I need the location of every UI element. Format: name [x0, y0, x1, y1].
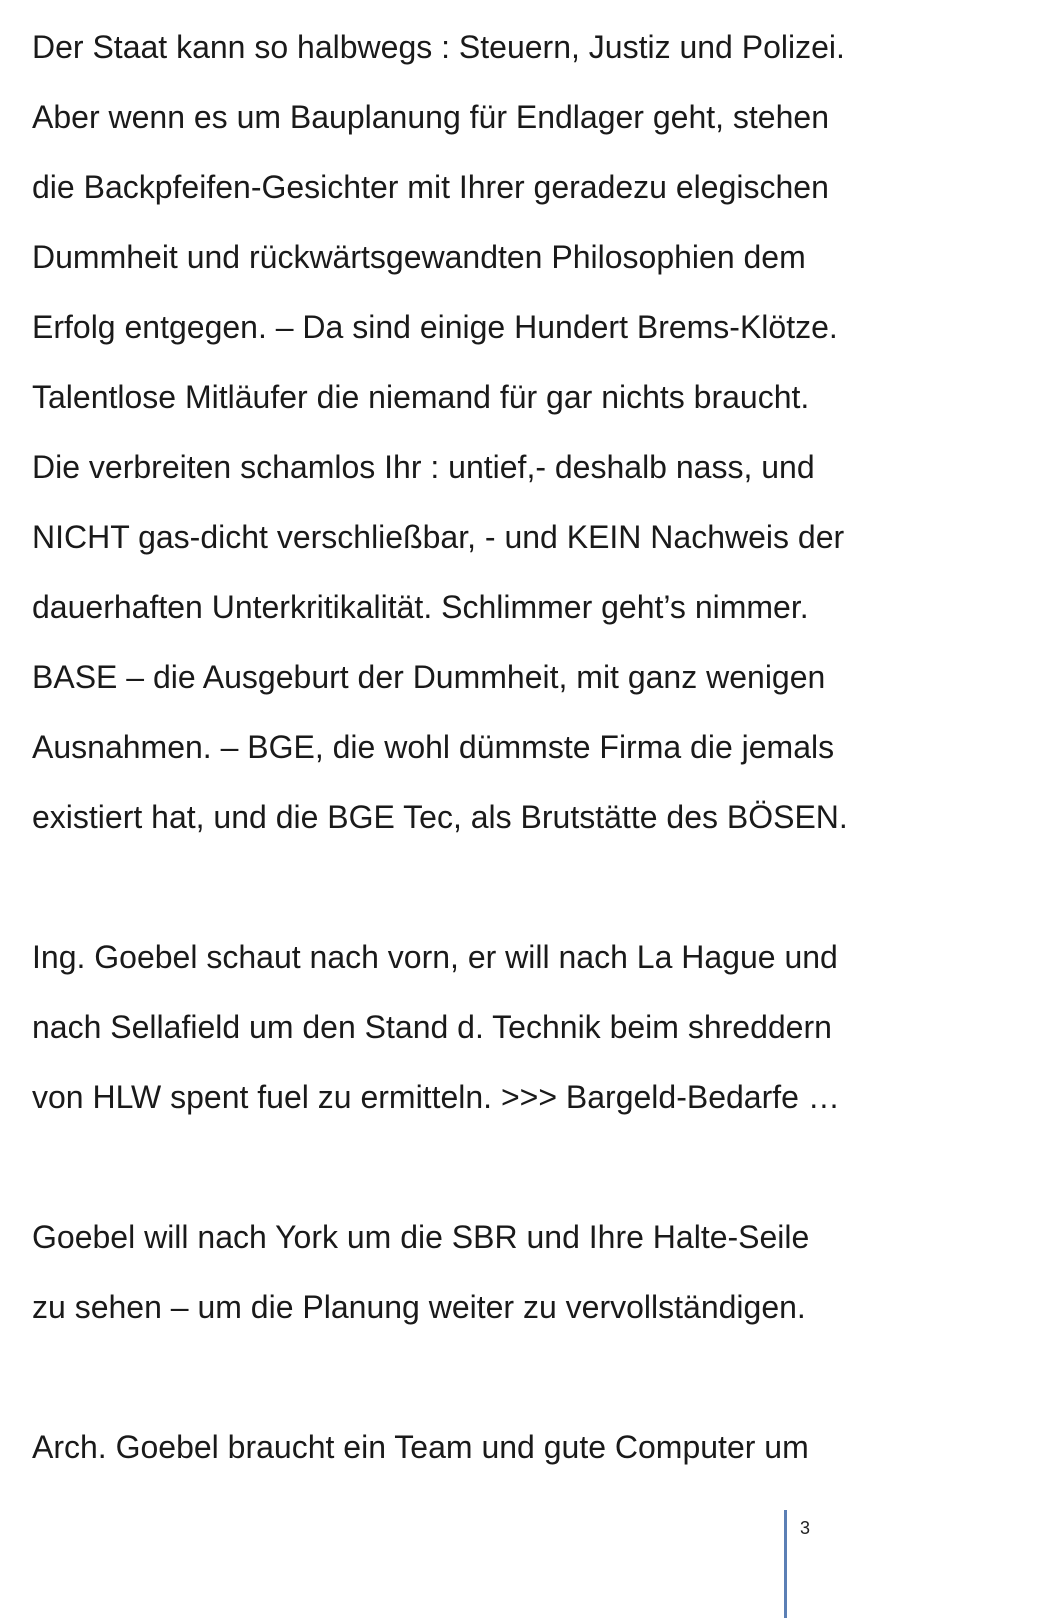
text-line: nach Sellafield um den Stand d. Technik beim shreddern: [32, 1009, 832, 1045]
paragraph-4: [32, 1412, 1032, 1482]
paragraph-2: [32, 922, 1032, 1132]
text-line: Arch. Goebel braucht ein Team und gute Computer um: [32, 1429, 809, 1465]
text-line: NICHT gas-dicht verschließbar, - und KEIN Nachweis der: [32, 519, 845, 555]
paragraph-spacer: [32, 852, 1032, 922]
text-line: Der Staat kann so halbwegs : Steuern, Justiz und Polizei.: [32, 29, 845, 65]
paragraph-1: [32, 12, 1032, 852]
paragraph-spacer: [32, 1342, 1032, 1412]
text-line: Goebel will nach York um die SBR und Ihre Halte-Seile: [32, 1219, 810, 1255]
text-line: Erfolg entgegen. – Da sind einige Hundert Brems-Klötze.: [32, 309, 838, 345]
text-line: zu sehen – um die Planung weiter zu vervollständigen.: [32, 1289, 806, 1325]
paragraph-3: [32, 1202, 1032, 1342]
text-line: die Backpfeifen-Gesichter mit Ihrer geradezu elegischen: [32, 169, 829, 205]
text-line: Die verbreiten schamlos Ihr : untief,- deshalb nass, und: [32, 449, 815, 485]
page-number-rule: [784, 1510, 787, 1618]
text-line: Aber wenn es um Bauplanung für Endlager geht, stehen: [32, 99, 829, 135]
paragraph-spacer: [32, 1132, 1032, 1202]
body-text: [32, 12, 1032, 1482]
text-line: BASE – die Ausgeburt der Dummheit, mit ganz wenigen: [32, 659, 826, 695]
text-line: Dummheit und rückwärtsgewandten Philosophien dem: [32, 239, 806, 275]
text-line: dauerhaften Unterkritikalität. Schlimmer geht’s nimmer.: [32, 589, 809, 625]
page-number: 3: [800, 1518, 811, 1538]
text-line: existiert hat, und die BGE Tec, als Brutstätte des BÖSEN.: [32, 799, 848, 835]
text-line: von HLW spent fuel zu ermitteln. >>> Bargeld-Bedarfe …: [32, 1079, 840, 1115]
text-line: Talentlose Mitläufer die niemand für gar nichts braucht.: [32, 379, 810, 415]
text-line: Ausnahmen. – BGE, die wohl dümmste Firma die jemals: [32, 729, 835, 765]
text-line: Ing. Goebel schaut nach vorn, er will nach La Hague und: [32, 939, 838, 975]
